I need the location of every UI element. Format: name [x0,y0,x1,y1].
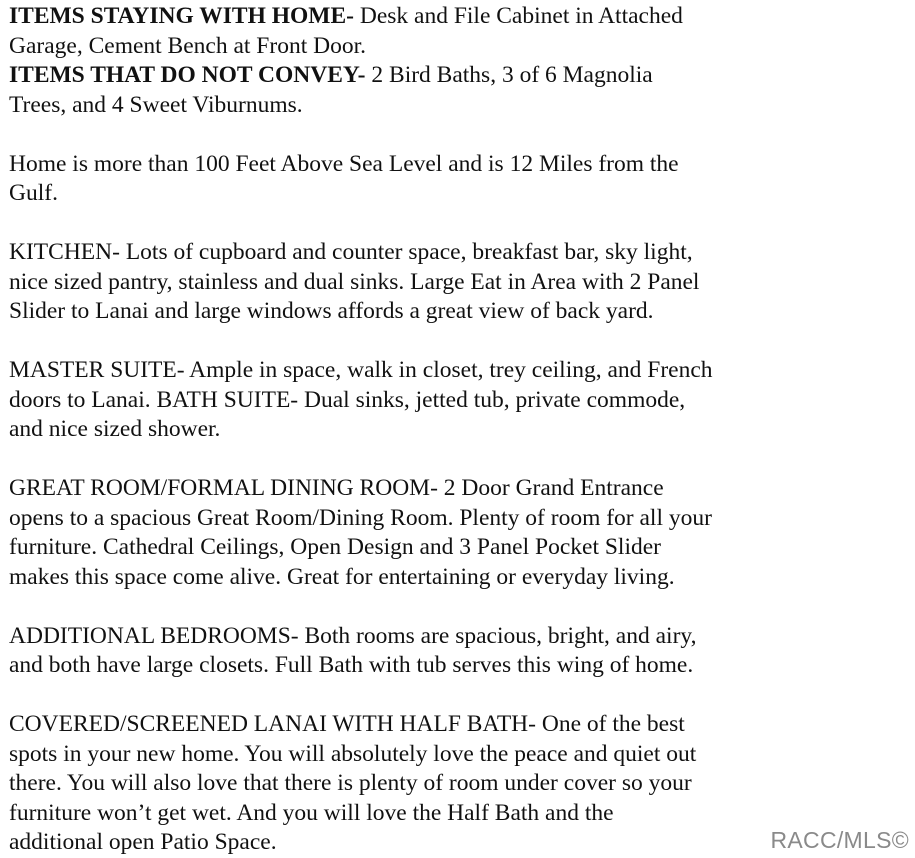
paragraph-gap [9,209,909,239]
great-room-line: opens to a spacious Great Room/Dining Room. Plenty of room for all your [9,504,712,531]
items-not-convey-heading: ITEMS THAT DO NOT CONVEY- [9,62,366,88]
bedrooms-line: and both have large closets. Full Bath with tub serves this wing of home. [9,652,694,678]
great-room-line: makes this space come alive. Great for entertaining or everyday living. [9,563,675,590]
elevation-line: Gulf. [9,180,58,206]
lanai-line: additional open Patio Space. [9,829,277,855]
paragraph-gap [9,327,909,357]
kitchen-line: nice sized pantry, stainless and dual sinks. Large Eat in Area with 2 Panel [9,268,700,295]
lanai-line: there. You will also love that there is plenty of room under cover so your [9,770,692,796]
mls-watermark: RACC/MLS© [770,827,909,853]
paragraph-gap [9,592,909,622]
master-suite-line: MASTER SUITE- Ample in space, walk in closet, trey ceiling, and French [9,357,713,383]
great-room-line: furniture. Cathedral Ceilings, Open Design and 3 Panel Pocket Slider [9,534,661,560]
lanai-line: COVERED/SCREENED LANAI WITH HALF BATH- One of the best [9,711,685,737]
great-room-line: GREAT ROOM/FORMAL DINING ROOM- 2 Door Grand Entrance [9,475,664,501]
elevation-line: Home is more than 100 Feet Above Sea Level and is 12 Miles from the [9,150,679,177]
paragraph-gap [9,120,909,150]
master-suite-line: doors to Lanai. BATH SUITE- Dual sinks, jetted tub, private commode, [9,386,686,413]
kitchen-line: Slider to Lanai and large windows affords a great view of back yard. [9,298,654,324]
paragraph-gap [9,445,909,475]
items-not-convey-line-1 [9,61,909,91]
kitchen-line: KITCHEN- Lots of cupboard and counter space, breakfast bar, sky light, [9,239,693,265]
lanai-line: furniture won’t get wet. And you will love the Half Bath and the [9,799,614,826]
listing-description [9,2,909,858]
items-staying-line-2: Garage, Cement Bench at Front Door. [9,32,366,59]
items-staying-text: Desk and File Cabinet in Attached [353,3,683,29]
paragraph-gap [9,681,909,711]
items-staying-heading: ITEMS STAYING WITH HOME- [9,3,354,29]
items-staying-line-1 [9,2,909,32]
items-not-convey-line-2: Trees, and 4 Sweet Viburnums. [9,91,303,118]
master-suite-line: and nice sized shower. [9,416,221,442]
lanai-line: spots in your new home. You will absolutely love the peace and quiet out [9,740,697,767]
bedrooms-line: ADDITIONAL BEDROOMS- Both rooms are spacious, bright, and airy, [9,622,697,649]
items-not-convey-text: 2 Bird Baths, 3 of 6 Magnolia [365,62,653,88]
